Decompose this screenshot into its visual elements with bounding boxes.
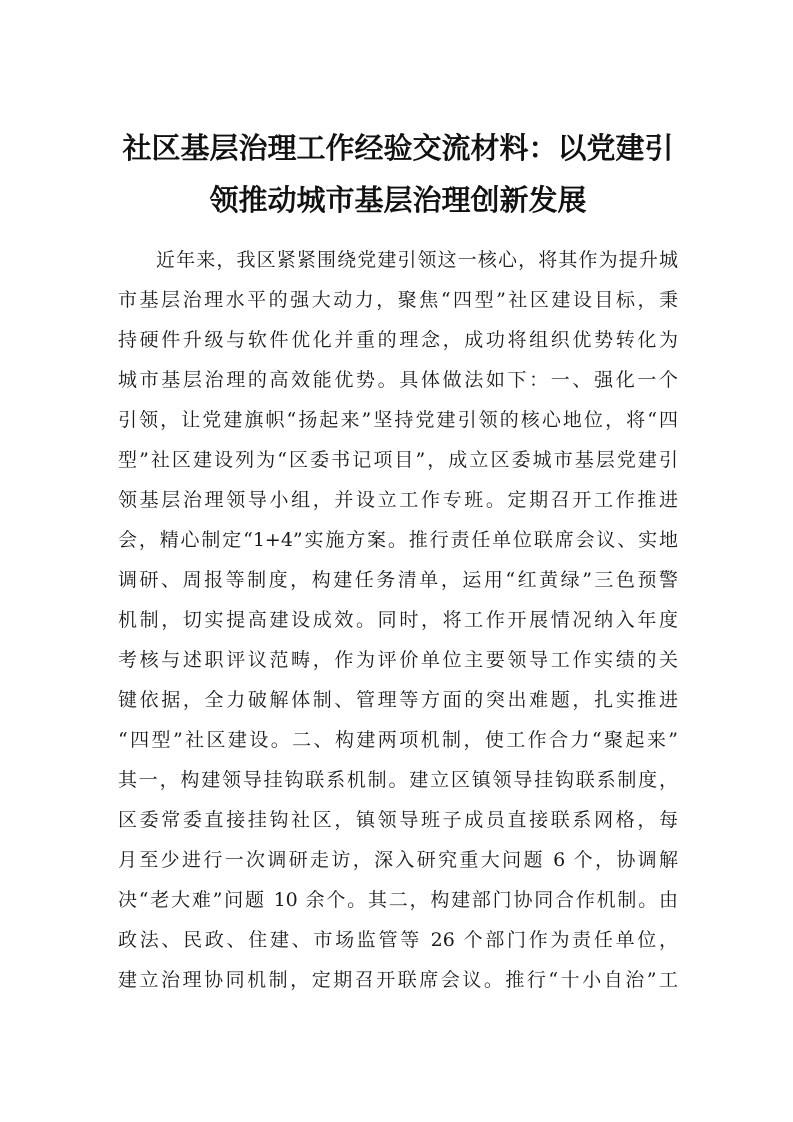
body-line: 建立治理协同机制，定期召开联席会议。推行“十小自治”工 [118, 969, 678, 991]
document-body [118, 240, 678, 1000]
body-line: 引领，让党建旗帜“扬起来”坚持党建引领的核心地位，将“四 [118, 409, 678, 431]
body-line: 城市基层治理的高效能优势。具体做法如下：一、强化一个 [118, 369, 678, 391]
body-line: 机制，切实提高建设成效。同时，将工作开展情况纳入年度 [118, 609, 678, 631]
body-line: 市基层治理水平的强大动力，聚焦“四型”社区建设目标，秉 [118, 289, 678, 311]
body-line: 调研、周报等制度，构建任务清单，运用“红黄绿”三色预警 [118, 569, 678, 591]
body-line: 政法、民政、住建、市场监管等 26 个部门作为责任单位， [118, 929, 678, 951]
body-line: 领基层治理领导小组，并设立工作专班。定期召开工作推进 [118, 489, 678, 511]
body-line: 会，精心制定“1+4”实施方案。推行责任单位联席会议、实地 [118, 529, 678, 551]
body-line: 型”社区建设列为“区委书记项目”，成立区委城市基层党建引 [118, 449, 678, 471]
document-title [118, 122, 678, 226]
body-line: 近年来，我区紧紧围绕党建引领这一核心，将其作为提升城 [156, 249, 678, 271]
title-line-2: 领推动城市基层治理创新发展 [209, 183, 587, 217]
body-line: 考核与述职评议范畴，作为评价单位主要领导工作实绩的关 [118, 649, 678, 671]
body-line: 月至少进行一次调研走访，深入研究重大问题 6 个，协调解 [118, 849, 678, 871]
body-line: 区委常委直接挂钩社区，镇领导班子成员直接联系网格，每 [118, 809, 678, 831]
title-line-1: 社区基层治理工作经验交流材料：以党建引 [122, 131, 674, 165]
body-line: 持硬件升级与软件优化并重的理念，成功将组织优势转化为 [118, 329, 678, 351]
body-line: 键依据，全力破解体制、管理等方面的突出难题，扎实推进 [118, 689, 678, 711]
body-line: 决“老大难”问题 10 余个。其二，构建部门协同合作机制。由 [118, 889, 678, 911]
body-line: “四型”社区建设。二、构建两项机制，使工作合力“聚起来” [118, 729, 678, 751]
body-line: 其一，构建领导挂钩联系机制。建立区镇领导挂钩联系制度， [118, 769, 678, 791]
